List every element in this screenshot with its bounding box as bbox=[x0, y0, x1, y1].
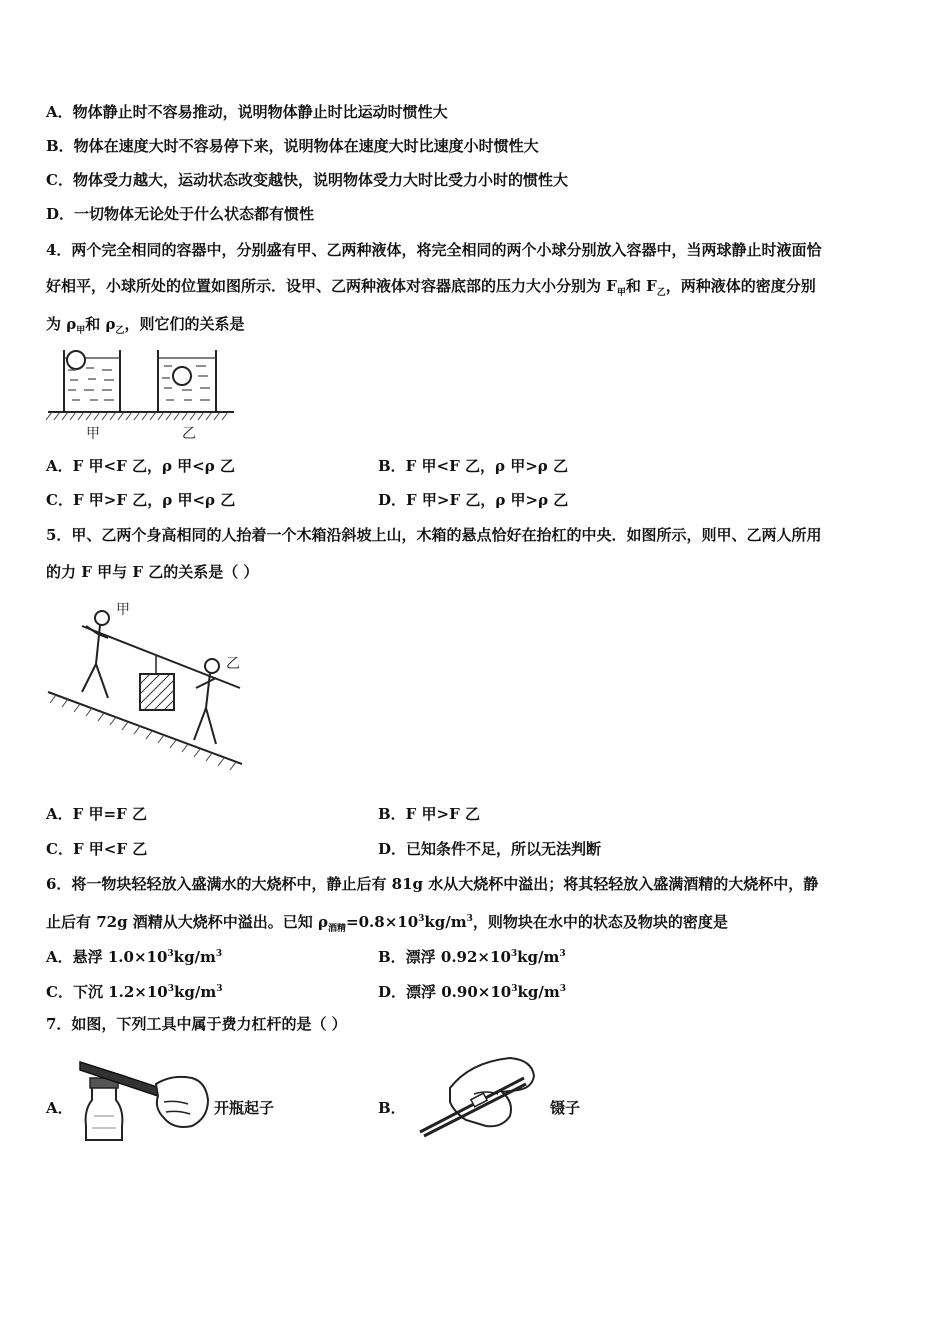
q6-stem-line2: 止后有 72g 酒精从大烧杯中溢出。已知 $\rho_{酒精}=0.8\times 10^3kg/m^3$，则物块在水中的状态及物块的密度是 bbox=[46, 913, 728, 934]
q6-option-c: C．下沉 $1.2\times 10^3kg/m^3$ bbox=[46, 983, 223, 1001]
q5-stem-line1: 5．甲、乙两个身高相同的人抬着一个木箱沿斜坡上山，木箱的悬点恰好在抬杠的中央．如图所示，则甲、乙两人所用 bbox=[46, 526, 822, 544]
fig-label-yi: 乙 bbox=[182, 426, 196, 442]
q7-option-b-label: B． bbox=[378, 1099, 406, 1117]
q6-option-d: D．漂浮 $0.90\times 10^3kg/m^3$ bbox=[378, 983, 566, 1001]
q4-containers-figure bbox=[46, 346, 236, 442]
fig-label-person-yi: 乙 bbox=[226, 656, 240, 672]
q4-option-c: C．F 甲>F 乙，ρ 甲<ρ 乙 bbox=[46, 491, 236, 509]
q5-stem-line2: 的力 F 甲与 F 乙的关系是（ ） bbox=[46, 563, 259, 581]
q3-option-c: C．物体受力越大，运动状态改变越快，说明物体受力大时比受力小时的惯性大 bbox=[46, 171, 568, 189]
q4-stem-line1: 4．两个完全相同的容器中，分别盛有甲、乙两种液体，将完全相同的两个小球分别放入容器中，当两球静止时液面恰 bbox=[46, 241, 822, 259]
ball-jia bbox=[67, 351, 85, 369]
q4-stem-line2: 好相平，小球所处的位置如图所示．设甲、乙两种液体对容器底部的压力大小分别为 $F_甲$和 $F_乙$，两种液体的密度分别 bbox=[46, 277, 816, 298]
q6-stem-line1: 6．将一物块轻轻放入盛满水的大烧杯中，静止后有 81g 水从大烧杯中溢出；将其轻轻放入盛满酒精的大烧杯中，静 bbox=[46, 875, 819, 893]
q6-option-b: B．漂浮 $0.92\times 10^3kg/m^3$ bbox=[378, 948, 566, 966]
fig-label-jia: 甲 bbox=[86, 426, 100, 442]
q5-slope-figure bbox=[46, 596, 246, 772]
q5-option-c: C．F 甲<F 乙 bbox=[46, 840, 148, 858]
tweezers-image bbox=[414, 1054, 538, 1138]
person-jia bbox=[82, 611, 109, 698]
q3-option-a: A．物体静止时不容易推动，说明物体静止时比运动时惯性大 bbox=[46, 103, 448, 121]
q5-option-a: A．F 甲=F 乙 bbox=[46, 805, 147, 823]
q4-option-b: B．F 甲<F 乙，ρ 甲>ρ 乙 bbox=[378, 457, 568, 475]
q7-option-a-label: A． bbox=[46, 1099, 73, 1117]
q5-option-d: D．已知条件不足，所以无法判断 bbox=[378, 840, 602, 858]
q4-option-d: D．F 甲>F 乙，ρ 甲>ρ 乙 bbox=[378, 491, 569, 509]
bottle-opener-image bbox=[76, 1056, 212, 1142]
q7-option-b-name: 镊子 bbox=[550, 1099, 581, 1117]
q3-option-d: D．一切物体无论处于什么状态都有惯性 bbox=[46, 205, 315, 223]
q7-option-a-name: 开瓶起子 bbox=[214, 1099, 275, 1117]
q6-option-a: A．悬浮 $1.0\times 10^3kg/m^3$ bbox=[46, 948, 223, 966]
ball-yi bbox=[173, 367, 191, 385]
q4-stem-line3: 为 $\rho_甲$和 $\rho_乙$，则它们的关系是 bbox=[46, 315, 245, 336]
q4-option-a: A．F 甲<F 乙，ρ 甲<ρ 乙 bbox=[46, 457, 235, 475]
q3-option-b: B．物体在速度大时不容易停下来，说明物体在速度大时比速度小时惯性大 bbox=[46, 137, 539, 155]
q7-stem: 7．如图，下列工具中属于费力杠杆的是（ ） bbox=[46, 1015, 347, 1033]
fig-label-person-jia: 甲 bbox=[116, 602, 130, 618]
q5-option-b: B．F 甲>F 乙 bbox=[378, 805, 480, 823]
